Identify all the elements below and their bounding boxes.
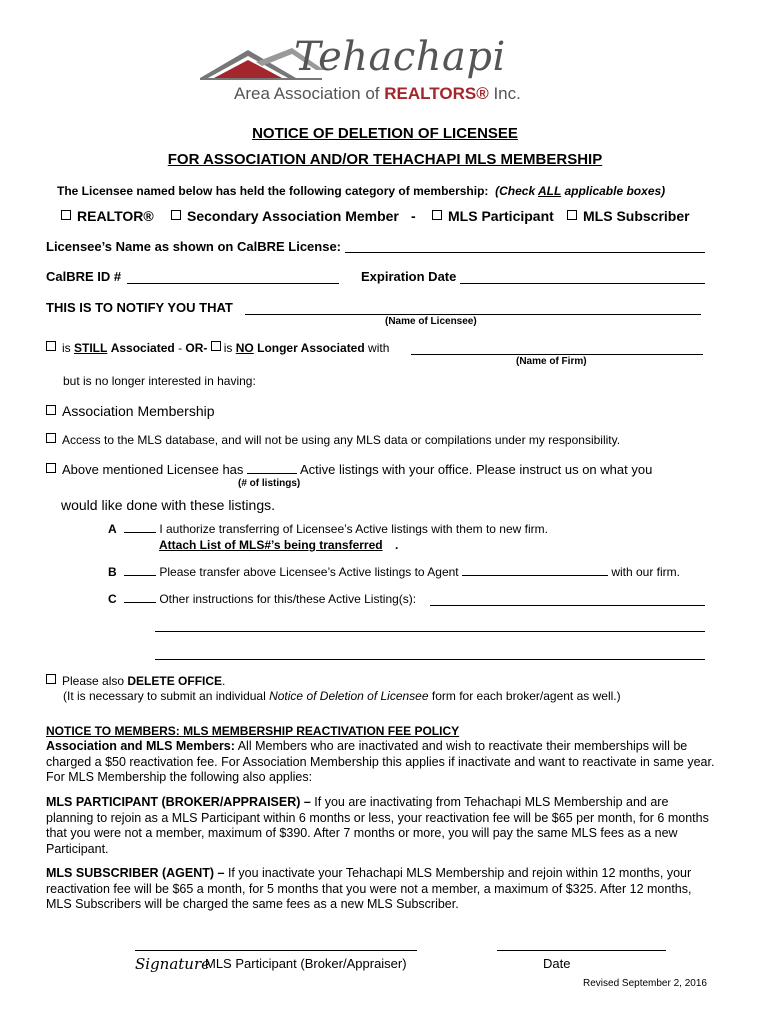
category-mls-participant[interactable] [432, 208, 554, 224]
checkbox-mls-access[interactable] [46, 433, 56, 443]
delete-office-option[interactable] [46, 674, 225, 688]
choice-a-letter: A [108, 522, 117, 536]
category-realtor-label: REALTOR® [77, 208, 154, 224]
category-mls-subscriber-label: MLS Subscriber [583, 208, 690, 224]
choice-b-post: with our firm. [611, 565, 681, 579]
delete-office-note-pre: (It is necessary to submit an individual [63, 689, 270, 703]
option-mls-access-label: Access to the MLS database, and will not be using any MLS data or compilations under my responsibility. [62, 433, 621, 447]
policy-heading: NOTICE TO MEMBERS: MLS MEMBERSHIP REACTIVATION FEE POLICY [46, 724, 460, 738]
option-active-listings[interactable] [46, 462, 652, 477]
or-label: OR- [185, 341, 208, 355]
notify-label: THIS IS TO NOTIFY YOU THAT [46, 300, 233, 315]
checkbox-secondary[interactable] [171, 210, 181, 220]
with-label: with [368, 341, 390, 355]
delete-office-bold: DELETE OFFICE [127, 674, 223, 688]
choice-c-letter: C [108, 592, 117, 606]
choice-b [124, 565, 680, 579]
category-mls-participant-label: MLS Participant [448, 208, 554, 224]
intro-check-all: ALL [538, 184, 562, 198]
firm-name-field[interactable] [411, 354, 703, 355]
longer-associated-label: Longer Associated [257, 341, 365, 355]
choice-a [124, 522, 548, 536]
category-dash: - [411, 208, 416, 224]
policy-p3-text: If you inactivate your Tehachapi MLS Membership and rejoin within 12 months, your reactivation fee will be $65 a month, for 5 months that you were not a member, a maximum of $325. After 12 months, MLS Subscribers will be charged the same fees as a new MLS Subscriber. [46, 866, 692, 911]
no-longer-interested-text: but is no longer interested in having: [63, 374, 256, 388]
choice-b-field[interactable] [124, 575, 156, 576]
delete-office-post: . [222, 674, 226, 688]
policy-paragraph-1 [46, 739, 716, 786]
is-label-2: is [223, 341, 233, 355]
choice-b-letter: B [108, 565, 117, 579]
listings-post-label: Active listings with your office. Please instruct us on what you [299, 462, 653, 477]
intro-text [57, 184, 665, 198]
choice-b-text: Please transfer above Licensee’s Active listings to Agent [159, 565, 459, 579]
calbre-id-field[interactable] [127, 283, 339, 284]
calbre-id-label: CalBRE ID # [46, 269, 122, 284]
dash-label: - [178, 341, 183, 355]
no-label: NO [235, 341, 254, 355]
policy-p3-bold: MLS SUBSCRIBER (AGENT) – [46, 866, 225, 880]
choice-a-period: . [395, 538, 399, 552]
option-mls-access[interactable] [46, 433, 620, 447]
choice-a-attach-text: Attach List of MLS#’s being transferred [159, 538, 383, 552]
signature-role: MLS Participant (Broker/Appraiser) [205, 956, 407, 971]
title-line-1: NOTICE OF DELETION OF LICENSEE [252, 125, 518, 142]
is-label-1: is [62, 341, 71, 355]
num-listings-caption: (# of listings) [238, 478, 301, 489]
delete-office-note-italic: Notice of Deletion of Licensee [269, 689, 429, 703]
choice-a-attach [159, 538, 383, 552]
licensee-name-label: Licensee’s Name as shown on CalBRE License: [46, 239, 342, 254]
date-label: Date [543, 956, 571, 971]
other-instructions-field-3[interactable] [155, 659, 705, 660]
intro-statement: The Licensee named below has held the following category of membership: [57, 184, 489, 198]
expiration-date-field[interactable] [460, 283, 705, 284]
logo-subtitle [234, 84, 521, 104]
revised-date: Revised September 2, 2016 [583, 978, 707, 989]
checkbox-mls-participant[interactable] [432, 210, 442, 220]
choice-c-text: Other instructions for this/these Active Listing(s): [159, 592, 417, 606]
checkbox-realtor[interactable] [61, 210, 71, 220]
intro-check-post: applicable boxes) [561, 184, 666, 198]
policy-p1-bold: Association and MLS Members: [46, 739, 235, 753]
would-like-text: would like done with these listings. [61, 497, 276, 513]
other-instructions-field-1[interactable] [430, 605, 705, 606]
policy-p2-bold: MLS PARTICIPANT (BROKER/APPRAISER) – [46, 795, 311, 809]
name-of-firm-caption: (Name of Firm) [516, 356, 587, 367]
policy-paragraph-2 [46, 795, 716, 857]
checkbox-active-listings[interactable] [46, 463, 56, 473]
logo-name: Tehachapi [294, 34, 506, 80]
policy-p1-text: All Members who are inactivated and wish to reactivate their memberships will be charged a $50 reactivation fee. For Association Membership this applies if inactivate and want to reactivate in same year. For MLS Membership the following also applies: [46, 739, 715, 784]
other-instructions-field-2[interactable] [155, 631, 705, 632]
association-logo [196, 34, 546, 110]
licensee-name-field[interactable] [345, 252, 705, 253]
policy-paragraph-3 [46, 866, 716, 913]
policy-p2-text: If you are inactivating from Tehachapi MLS Membership and are planning to rejoin as a MLS Participant within 6 months or less, your reactivation fee will be $65 per month, for 6 months that you were not a member, maximum of $390. After 7 months or more, you will pay the same MLS fees as a new Participant. [46, 795, 709, 856]
associated-label: Associated [110, 341, 175, 355]
logo-subtitle-post: Inc. [488, 84, 521, 103]
delete-office-note-post: form for each broker/agent as well.) [428, 689, 621, 703]
category-realtor[interactable] [61, 208, 154, 224]
intro-check-pre: (Check [495, 184, 539, 198]
category-mls-subscriber[interactable] [567, 208, 690, 224]
logo-subtitle-brand: REALTORS® [384, 84, 489, 103]
delete-office-pre: Please also [62, 674, 128, 688]
agent-name-field[interactable] [462, 575, 608, 576]
option-association-membership[interactable] [46, 403, 215, 419]
choice-c [124, 592, 416, 606]
intro-check-note [492, 184, 665, 198]
association-status-row [46, 341, 389, 355]
checkbox-still-associated[interactable] [46, 341, 56, 351]
num-listings-field[interactable] [247, 473, 297, 474]
delete-office-note [63, 689, 621, 703]
checkbox-delete-office[interactable] [46, 674, 56, 684]
checkbox-mls-subscriber[interactable] [567, 210, 577, 220]
listings-pre-label: Above mentioned Licensee has [62, 462, 244, 477]
signature-label: Signature [135, 955, 211, 973]
signature-line[interactable] [135, 950, 417, 951]
checkbox-association-membership[interactable] [46, 405, 56, 415]
choice-a-field[interactable] [124, 532, 156, 533]
title-line-2: FOR ASSOCIATION AND/OR TEHACHAPI MLS MEMBERSHIP [167, 151, 603, 168]
logo-subtitle-pre: Area Association of [234, 84, 385, 103]
licensee-notify-field[interactable] [245, 314, 701, 315]
name-of-licensee-caption: (Name of Licensee) [385, 316, 477, 327]
category-secondary[interactable] [171, 208, 399, 224]
choice-c-field[interactable] [124, 602, 156, 603]
still-label: STILL [74, 341, 108, 355]
expiration-date-label: Expiration Date [361, 269, 457, 284]
option-association-membership-label: Association Membership [62, 403, 215, 419]
category-secondary-label: Secondary Association Member [187, 208, 399, 224]
date-line[interactable] [497, 950, 666, 951]
checkbox-no-longer-associated[interactable] [211, 341, 221, 351]
choice-a-text: I authorize transferring of Licensee’s Active listings with them to new firm. [159, 522, 548, 536]
